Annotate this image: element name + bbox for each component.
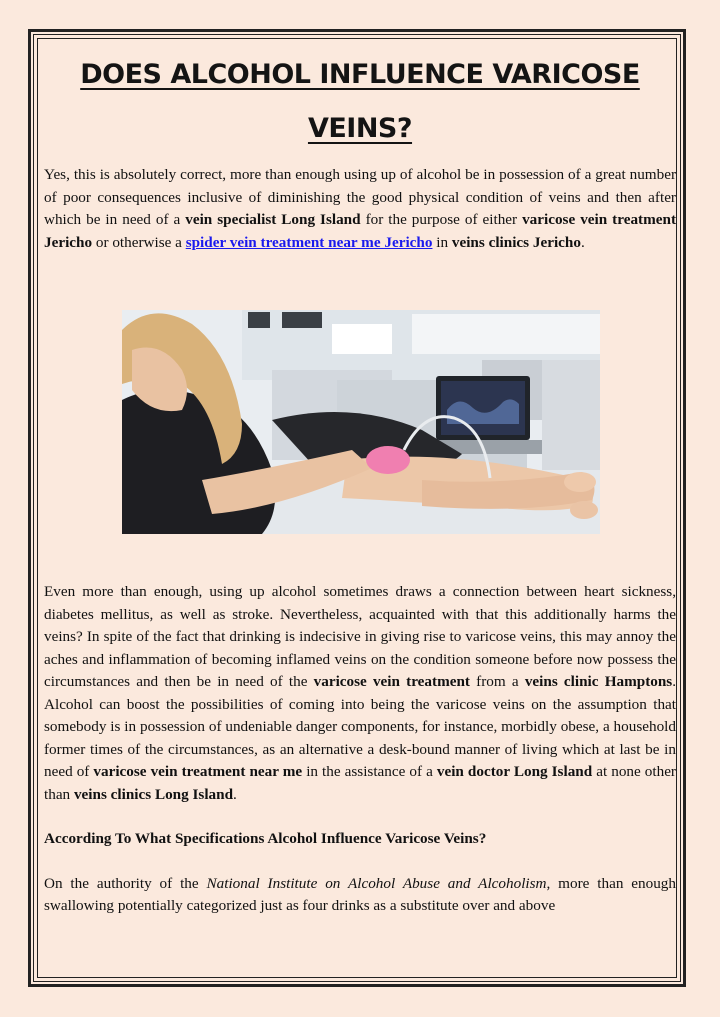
keyword-varicose-treatment-jericho: varicose vein treatment Jericho: [44, 211, 676, 251]
keyword-veins-clinic-hamptons: veins clinic Hamptons: [524, 673, 673, 690]
institute-name: National Institute on Alcohol Abuse and Alcoholism: [206, 874, 547, 892]
document-body: [44, 48, 676, 918]
clinic-scene-illustration: [122, 310, 600, 534]
body-paragraph: Even more than enough, using up alcohol sometimes draws a connection between heart sickness, diabetes mellitus, as well as stroke. Nevertheless, acquainted with that this additionally harms the veins? In spite of the fact that drinking is indecisive in giving rise to varicose veins, this may annoy the aches and inflammation of becoming inflamed veins on the condition someone before now possess the circumstances and then be in need of the varicose vein treatment from a veins clinic Hamptons. Alcohol can boost the possibilities of coming into being the varicose veins on the assumption that somebody is in possession of undeniable danger components, for instance, morbidly obese, a household former times of the circumstances, as an alternative a desk-bound manner of living which at last be in need of varicose vein treatment near me in the assistance of a vein doctor Long Island at none other than veins clinics Long Island.: [44, 583, 677, 803]
section-heading: According To What Specifications Alcohol Influence Varicose Veins?: [44, 830, 487, 847]
keyword-veins-clinics-jericho: veins clinics Jericho: [451, 233, 581, 251]
spider-vein-link[interactable]: spider vein treatment near me Jericho: [185, 233, 433, 251]
page-title: DOES ALCOHOL INFLUENCE VARICOSE VEINS?: [80, 59, 640, 144]
keyword-vein-specialist: vein specialist Long Island: [185, 211, 361, 228]
keyword-veins-clinics-long-island: veins clinics Long Island: [73, 785, 234, 803]
keyword-varicose-vein-treatment: varicose vein treatment: [313, 673, 470, 690]
keyword-treatment-near-me: varicose vein treatment near me: [93, 763, 303, 780]
vein-treatment-photo: [122, 310, 600, 534]
intro-paragraph: Yes, this is absolutely correct, more than enough using up of alcohol be in possession of a great number of poor consequences inclusive of diminishing the good physical condition of veins and then after which be in need of a vein specialist Long Island for the purpose of either varicose vein treatment Jericho or otherwise a spider vein treatment near me Jericho in veins clinics Jericho.: [44, 166, 676, 251]
keyword-vein-doctor: vein doctor Long Island: [436, 763, 593, 780]
closing-paragraph: On the authority of the National Institute on Alcohol Abuse and Alcoholism, more than enough swallowing potentially categorized just as four drinks as a substitute over and above: [44, 874, 676, 914]
